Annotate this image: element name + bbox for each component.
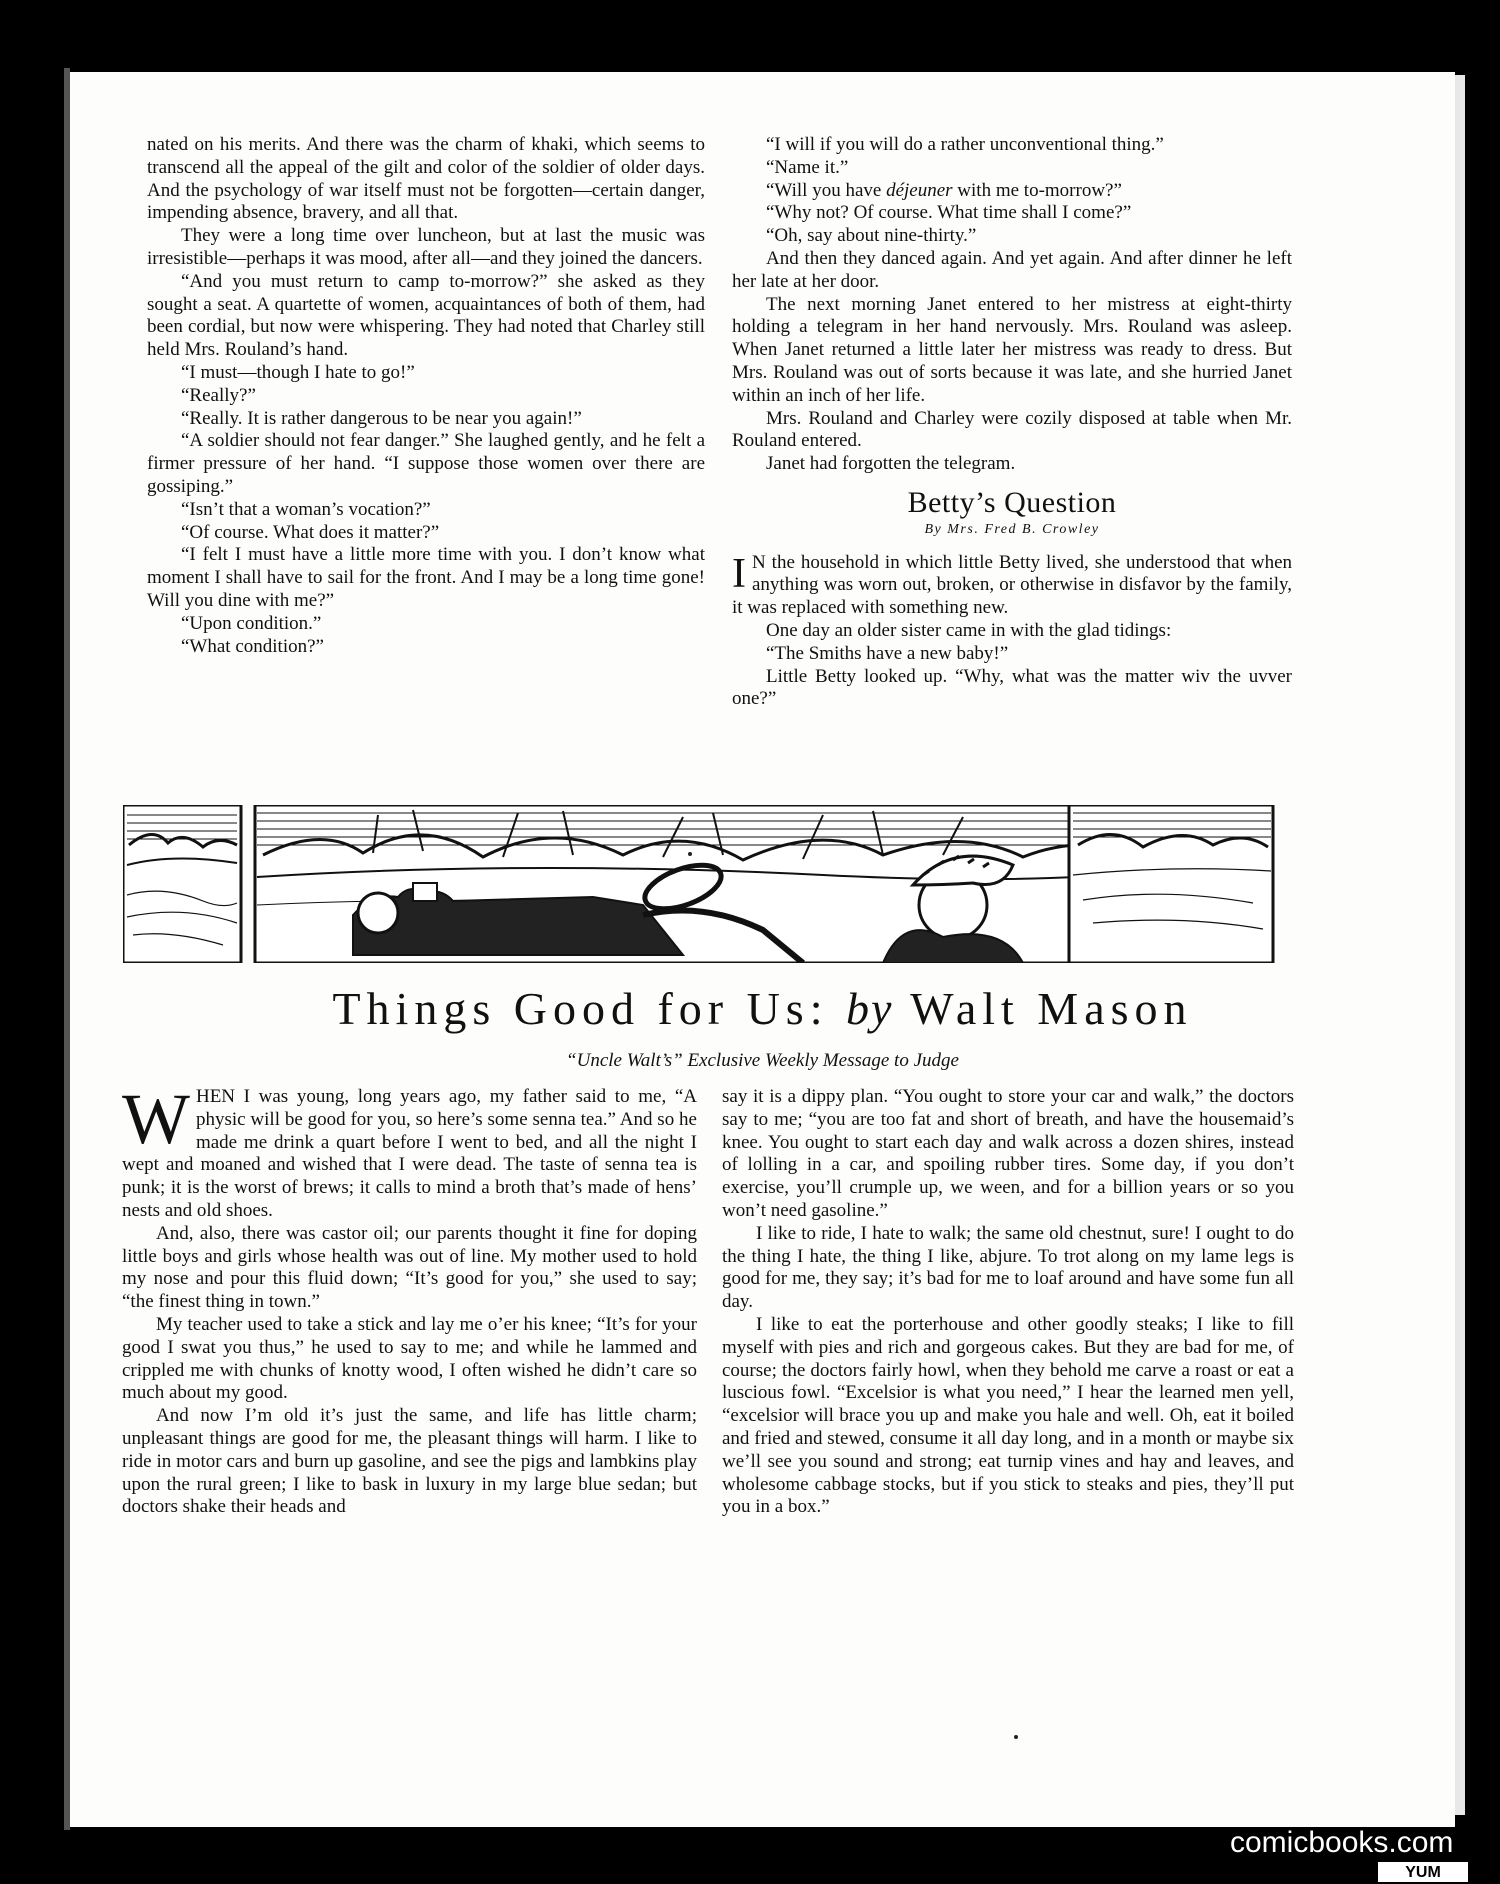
watermark-text: comicbooks.com: [1230, 1826, 1454, 1859]
paragraph: “Name it.”: [766, 156, 849, 178]
mason-column-left: [122, 1079, 697, 1519]
title-author: Walt Mason: [910, 983, 1193, 1034]
paragraph: “Upon condition.”: [181, 612, 322, 634]
story-column-top-left: [147, 134, 705, 658]
paragraph: “Really?”: [181, 384, 256, 406]
story-column-top-right: [732, 134, 1292, 711]
paragraph: The next morning Janet entered to her mistress at eight-thirty holding a telegram in her hand nervously. Mrs. Rouland was asleep. When Janet returned a little later her mistress was ready to dress. But Mrs. Rouland was out of sorts because it was late, and she hurried Janet within an inch of her life.: [732, 293, 1292, 406]
text-run: HEN I was young, long years ago, my father said to me, “A physic will be good for you, so here’s some senna tea.” And so he made me drink a quart before I went to bed, and all the night I wept and moaned and wished that I were dead. The taste of senna tea is punk; it is the worst of brews; it calls to mind a broth that’s made of hens’ nests and old shoes.: [122, 1086, 697, 1221]
paragraph: And then they danced again. And yet again. And after dinner he left her late at her door.: [732, 247, 1292, 292]
motorist-banner-illustration: [123, 805, 1375, 963]
paragraph: “Isn’t that a woman’s vocation?”: [181, 498, 431, 520]
paragraph: Mrs. Rouland and Charley were cozily disposed at table when Mr. Rouland entered.: [732, 407, 1292, 452]
title-by: by: [846, 983, 894, 1034]
article-title: [70, 982, 1455, 1035]
paragraph: “And you must return to camp to-morrow?” she asked as they sought a seat. A quartette of women, acquaintances of both of them, had been cordial, but now were whispering. They had noted that Charley still held Mrs. Rouland’s hand.: [147, 270, 705, 361]
paragraph: “I must—though I hate to go!”: [181, 361, 415, 383]
mason-column-right: [722, 1086, 1294, 1519]
drop-cap: W: [122, 1079, 190, 1159]
paragraph: nated on his merits. And there was the charm of khaki, which seems to transcend all the appeal of the gilt and color of the soldier of older days. And the psychology of war itself must not be forgotten—certain danger, impending absence, bravery, and all that.: [147, 134, 705, 224]
paragraph: My teacher used to take a stick and lay me o’er his knee; “It’s for your good I swat you thus,” he used to say to me; and while he lammed and crippled me with chunks of knotty wood, I often wished he didn’t care so much about my good.: [122, 1313, 697, 1404]
drop-cap: I: [732, 550, 746, 597]
paragraph: “The Smiths have a new baby!”: [766, 642, 1009, 664]
paragraph: say it is a dippy plan. “You ought to store your car and walk,” the doctors say to me; “you are too fat and short of breath, and have the housemaid’s knee. You ought to start each day and walk across a dozen shires, instead of lolling in a car, and spoiling rubber tires. Some day, if you don’t exercise, you’ll crumple up, we ween, and for a billion years or so you won’t need gasoline.”: [722, 1086, 1294, 1221]
paragraph: [732, 552, 1292, 620]
paragraph: Janet had forgotten the telegram.: [766, 453, 1016, 475]
paragraph: “I will if you will do a rather unconventional thing.”: [766, 134, 1164, 155]
paragraph: “What condition?”: [181, 635, 324, 657]
page-spine: [1455, 75, 1465, 1815]
betty-question-title: Betty’s Question: [907, 485, 1117, 519]
betty-byline: By Mrs. Fred B. Crowley: [924, 521, 1100, 537]
paragraph: [732, 180, 1292, 203]
paragraph: They were a long time over luncheon, but at last the music was irresistible—perhaps it was mood, after all—and they joined the dancers.: [147, 225, 705, 269]
article-subtitle: “Uncle Walt’s” Exclusive Weekly Message to Judge: [566, 1050, 959, 1071]
paragraph: “Really. It is rather dangerous to be near you again!”: [181, 407, 582, 429]
italic-word: déjeuner: [886, 179, 953, 201]
paragraph: Little Betty looked up. “Why, what was the matter wiv the uvver one?”: [732, 665, 1292, 710]
paragraph: “I felt I must have a little more time with you. I don’t know what moment I shall have to sail for the front. And I may be a long time gone! Will you dine with me?”: [147, 544, 705, 611]
paragraph: [122, 1079, 697, 1223]
paragraph: “Oh, say about nine-thirty.”: [766, 225, 977, 247]
paragraph: “Of course. What does it matter?”: [181, 521, 440, 543]
paragraph: And, also, there was castor oil; our parents thought it fine for doping little boys and girls whose health was out of line. My mother used to hold my nose and pour this fluid down; “It’s good for you,” she used to say; “the finest thing in town.”: [122, 1222, 697, 1313]
text-run: with me to-morrow?”: [952, 179, 1122, 201]
paragraph: I like to eat the porterhouse and other goodly steaks; I like to fill myself with pies and rich and gorgeous cakes. But they are bad for me, of course; the doctors fairly howl, when they behold me carve a roast or eat a luscious fowl. “Excelsior is what you need,” I hear the learned men yell, “excelsior will brace you up and make you hale and well. Oh, eat it boiled and fried and stewed, consume it all day long, and in a month or maybe six we’ll see you sound and strong; eat turnip vines and hay and leaves, and wholesome cabbage stocks, but if you stick to steaks and pies, they’ll put you in a box.”: [722, 1313, 1294, 1518]
paragraph: And now I’m old it’s just the same, and life has little charm; unpleasant things are good for me, the pleasant things will harm. I like to ride in motor cars and burn up gasoline, and see the pigs and lambkins play upon the rural green; I like to bask in luxury in my large blue sedan; but doctors shake their heads and: [122, 1405, 697, 1518]
ink-speck: [688, 852, 692, 856]
paragraph: “Why not? Of course. What time shall I come?”: [766, 202, 1132, 224]
paragraph: One day an older sister came in with the glad tidings:: [766, 619, 1172, 641]
paragraph: I like to ride, I hate to walk; the same old chestnut, sure! I ought to do the thing I hate, the thing I like, abjure. To trot along on my lame legs is good for me, they say; it’s bad for me to loaf around and have some fun all day.: [722, 1222, 1294, 1313]
text-run: N the household in which little Betty lived, she understood that when anything was worn out, broken, or otherwise in disfavor by the family, it was replaced with something new.: [732, 551, 1292, 619]
title-text: Things Good for Us:: [332, 983, 829, 1034]
ink-speck: [1014, 1735, 1018, 1739]
corner-tab: YUM: [1378, 1862, 1468, 1882]
paragraph: “A soldier should not fear danger.” She laughed gently, and he felt a firmer pressure of her hand. “I suppose those women over there are gossiping.”: [147, 430, 705, 497]
text-run: “Will you have: [766, 179, 887, 201]
